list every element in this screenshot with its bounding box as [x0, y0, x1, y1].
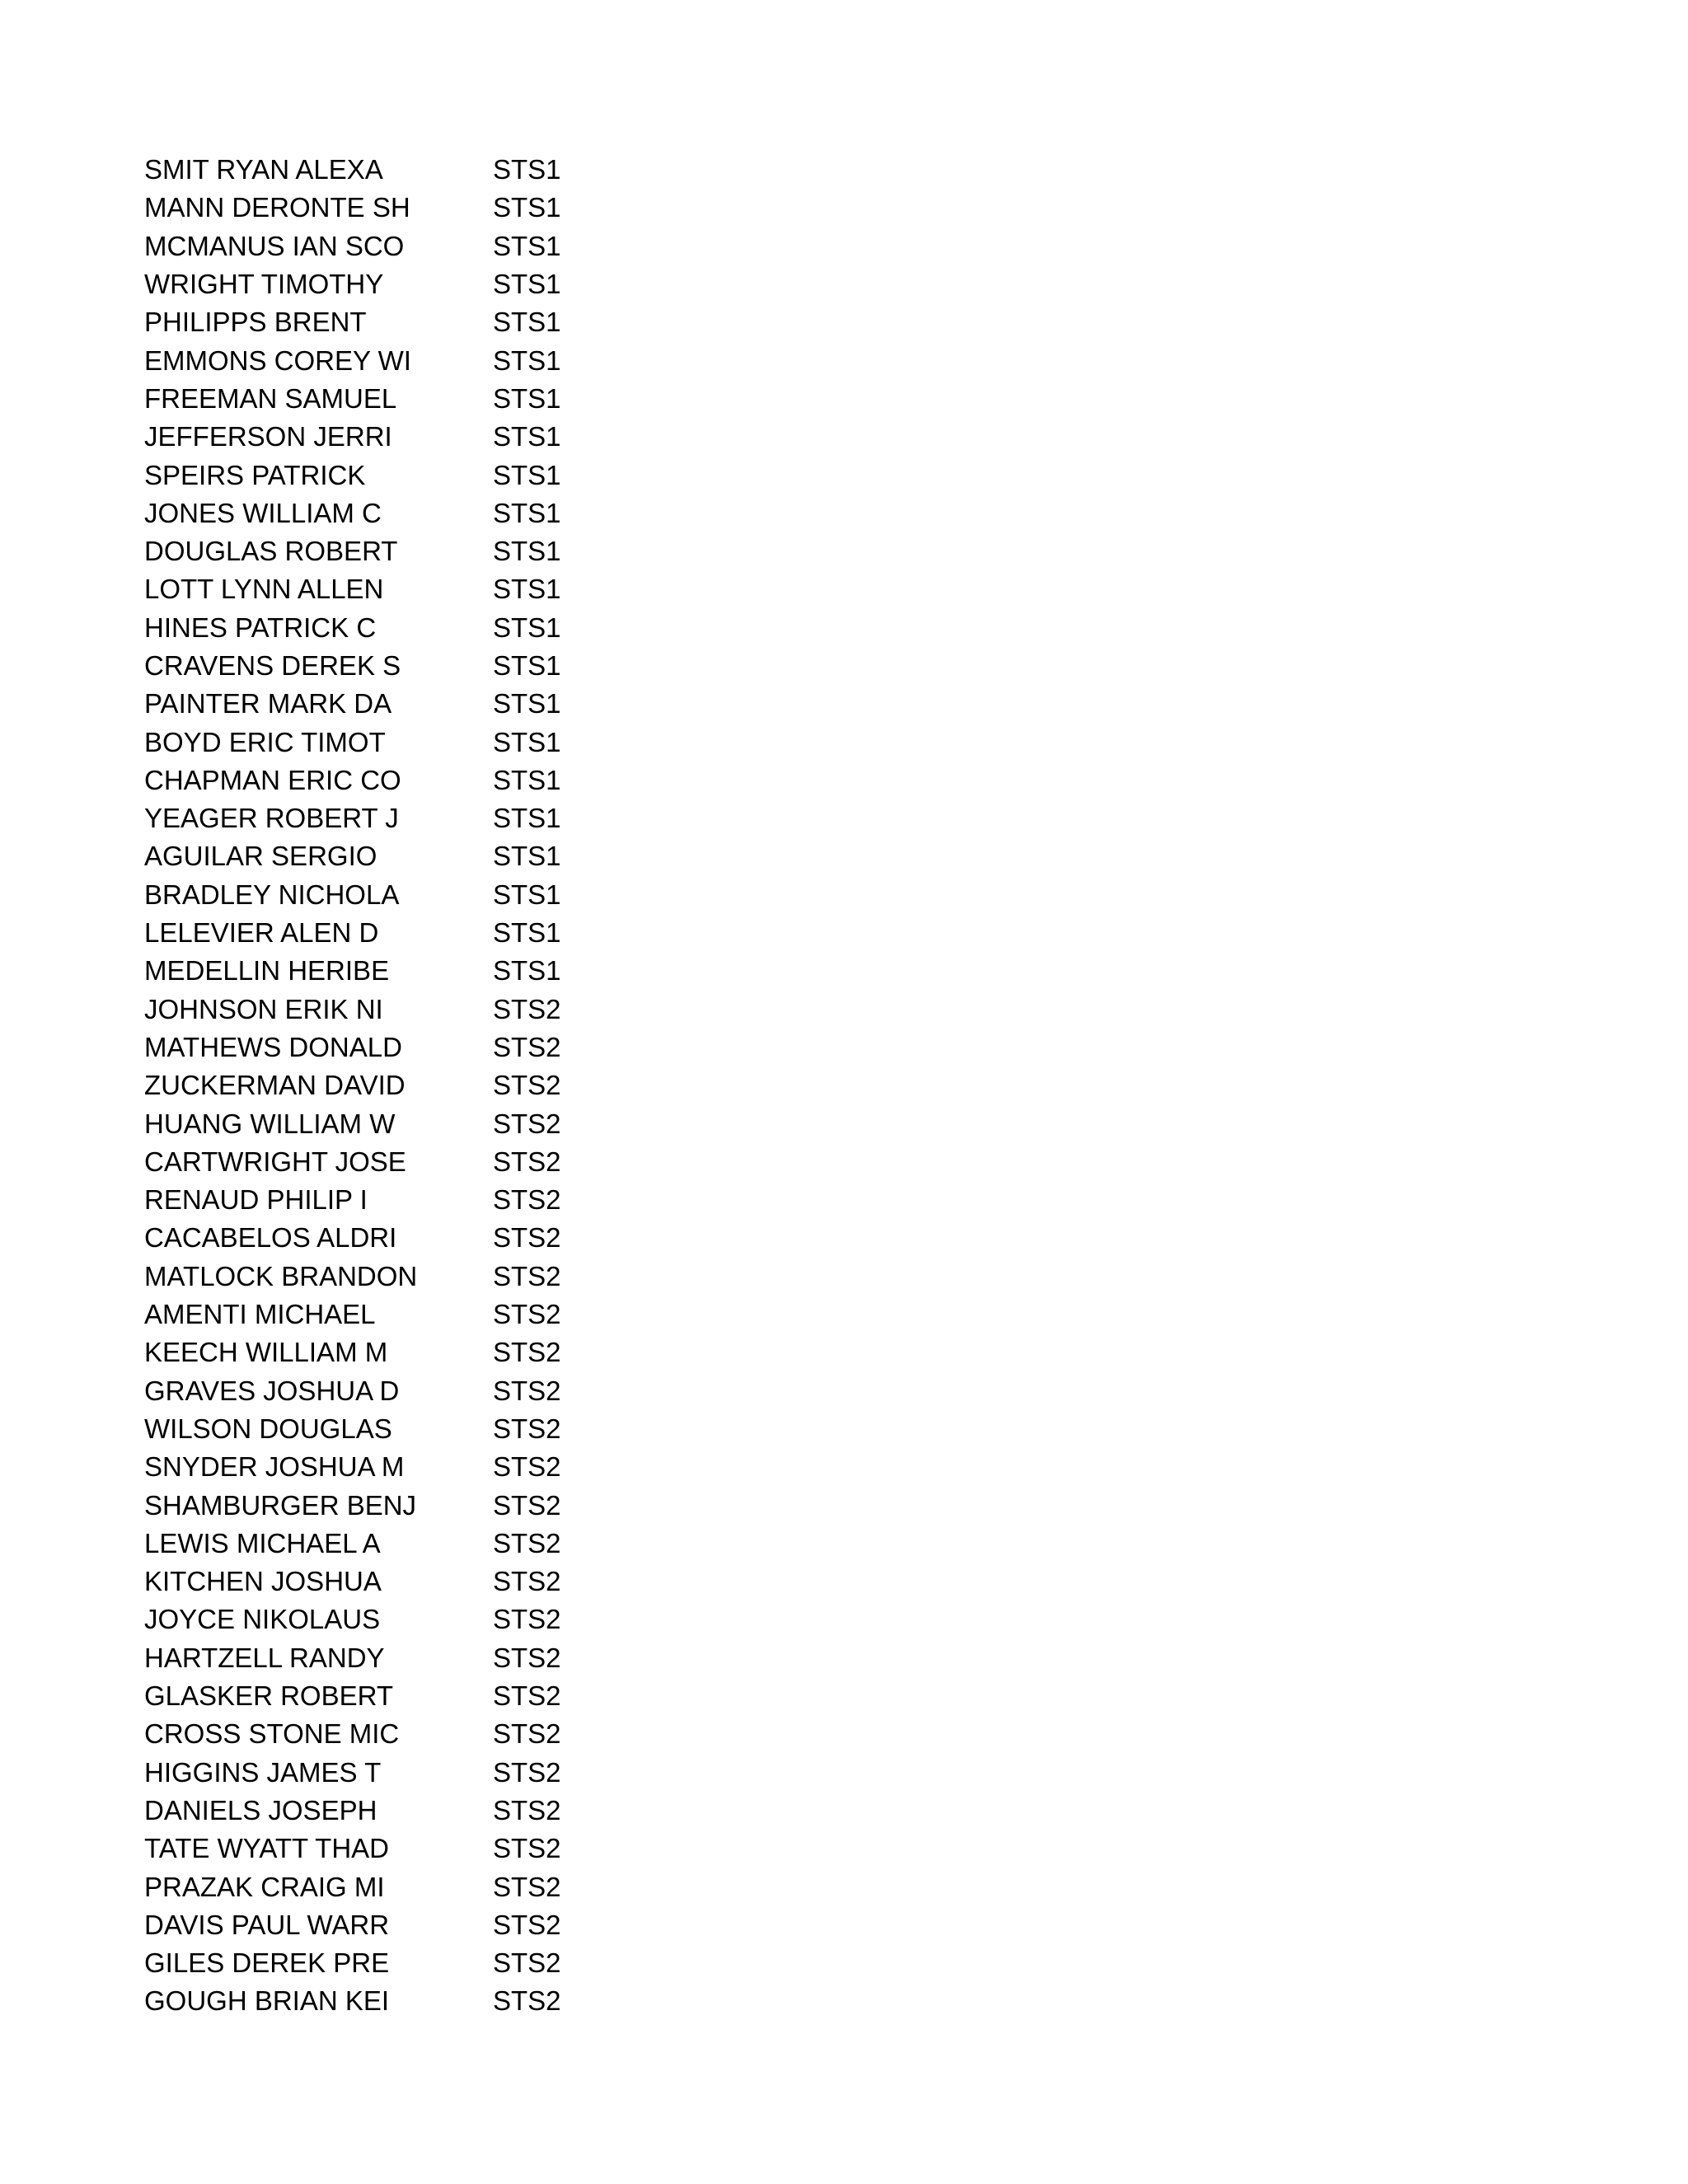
- row-code: STS2: [493, 1222, 561, 1254]
- table-row: [144, 570, 639, 608]
- table-row: [144, 723, 639, 761]
- table-row: [144, 685, 639, 723]
- table-row: [144, 1525, 639, 1563]
- row-code: STS2: [493, 1794, 561, 1825]
- row-code: STS1: [493, 841, 561, 872]
- row-code: STS2: [493, 1337, 561, 1368]
- row-name: RENAUD PHILIP I: [144, 1184, 368, 1216]
- row-name: MATLOCK BRANDON: [144, 1260, 418, 1291]
- row-code: STS1: [493, 497, 561, 528]
- table-row: [144, 762, 639, 799]
- row-name: ZUCKERMAN DAVID: [144, 1070, 406, 1101]
- table-row: [144, 418, 639, 456]
- row-name: CROSS STONE MIC: [144, 1718, 400, 1750]
- row-code: STS2: [493, 1833, 561, 1864]
- row-code: STS2: [493, 1985, 561, 2017]
- row-name: GOUGH BRIAN KEI: [144, 1985, 390, 2017]
- row-code: STS2: [493, 1413, 561, 1444]
- row-name: SNYDER JOSHUA M: [144, 1451, 405, 1483]
- table-row: [144, 265, 639, 303]
- row-code: STS2: [493, 1260, 561, 1291]
- row-code: STS1: [493, 421, 561, 452]
- row-name: DOUGLAS ROBERT: [144, 536, 398, 567]
- table-row: [144, 914, 639, 952]
- table-row: [144, 1143, 639, 1181]
- table-row: [144, 1333, 639, 1371]
- row-name: PRAZAK CRAIG MI: [144, 1871, 385, 1902]
- row-name: JEFFERSON JERRI: [144, 421, 392, 452]
- row-name: WILSON DOUGLAS: [144, 1413, 392, 1444]
- table-row: [144, 609, 639, 647]
- row-code: STS2: [493, 1604, 561, 1635]
- row-name: CARTWRIGHT JOSE: [144, 1146, 406, 1177]
- row-name: GRAVES JOSHUA D: [144, 1375, 400, 1406]
- row-code: STS2: [493, 1451, 561, 1483]
- table-row: [144, 837, 639, 875]
- row-code: STS1: [493, 688, 561, 719]
- table-row: [144, 1486, 639, 1524]
- row-name: SMIT RYAN ALEXA: [144, 154, 383, 185]
- table-row: [144, 1563, 639, 1601]
- table-row: [144, 799, 639, 837]
- row-code: STS2: [493, 1527, 561, 1558]
- row-name: DAVIS PAUL WARR: [144, 1909, 390, 1940]
- table-row: [144, 1906, 639, 1944]
- row-name: PHILIPPS BRENT: [144, 307, 367, 338]
- row-code: STS2: [493, 1184, 561, 1216]
- table-row: [144, 1066, 639, 1104]
- row-code: STS2: [493, 1642, 561, 1673]
- row-name: MANN DERONTE SH: [144, 192, 410, 223]
- row-name: HINES PATRICK C: [144, 612, 377, 643]
- row-code: STS1: [493, 192, 561, 223]
- row-code: STS1: [493, 307, 561, 338]
- row-code: STS1: [493, 574, 561, 605]
- row-code: STS2: [493, 1680, 561, 1712]
- row-name: AGUILAR SERGIO: [144, 841, 377, 872]
- table-row: [144, 1029, 639, 1066]
- table-row: [144, 952, 639, 990]
- table-row: [144, 189, 639, 227]
- row-name: MEDELLIN HERIBE: [144, 955, 390, 987]
- table-row: [144, 341, 639, 379]
- row-name: DANIELS JOSEPH: [144, 1794, 377, 1825]
- row-name: BOYD ERIC TIMOT: [144, 726, 386, 757]
- table-row: [144, 1639, 639, 1677]
- table-row: [144, 876, 639, 914]
- row-code: STS2: [493, 1070, 561, 1101]
- row-name: LOTT LYNN ALLEN: [144, 574, 384, 605]
- table-row: [144, 303, 639, 341]
- table-row: [144, 1715, 639, 1753]
- row-code: STS1: [493, 536, 561, 567]
- row-name: MCMANUS IAN SCO: [144, 230, 405, 261]
- table-row: [144, 1181, 639, 1219]
- row-code: STS2: [493, 1299, 561, 1330]
- table-row: [144, 1830, 639, 1868]
- table-row: [144, 1944, 639, 1982]
- row-name: YEAGER ROBERT J: [144, 803, 399, 834]
- row-name: LEWIS MICHAEL A: [144, 1527, 381, 1558]
- row-code: STS2: [493, 1871, 561, 1902]
- row-code: STS1: [493, 879, 561, 910]
- row-name: SPEIRS PATRICK: [144, 459, 366, 490]
- row-name: KITCHEN JOSHUA: [144, 1566, 382, 1597]
- row-code: STS1: [493, 955, 561, 987]
- row-code: STS2: [493, 993, 561, 1024]
- row-code: STS1: [493, 764, 561, 795]
- table-row: [144, 991, 639, 1029]
- row-code: STS1: [493, 269, 561, 300]
- table-row: [144, 1792, 639, 1830]
- row-name: JONES WILLIAM C: [144, 497, 382, 528]
- row-name: JOYCE NIKOLAUS: [144, 1604, 381, 1635]
- table-row: [144, 1753, 639, 1791]
- row-name: KEECH WILLIAM M: [144, 1337, 388, 1368]
- row-name: EMMONS COREY WI: [144, 344, 411, 376]
- row-code: STS2: [493, 1909, 561, 1940]
- roster-list: [144, 151, 639, 2021]
- table-row: [144, 1982, 639, 2020]
- row-name: PAINTER MARK DA: [144, 688, 392, 719]
- table-row: [144, 532, 639, 570]
- row-name: BRADLEY NICHOLA: [144, 879, 400, 910]
- row-code: STS2: [493, 1375, 561, 1406]
- table-row: [144, 1601, 639, 1638]
- row-code: STS1: [493, 726, 561, 757]
- table-row: [144, 456, 639, 494]
- table-row: [144, 647, 639, 685]
- table-row: [144, 1677, 639, 1715]
- row-name: GLASKER ROBERT: [144, 1680, 393, 1712]
- row-code: STS1: [493, 650, 561, 681]
- row-code: STS1: [493, 230, 561, 261]
- row-code: STS2: [493, 1108, 561, 1139]
- row-code: STS2: [493, 1566, 561, 1597]
- table-row: [144, 1448, 639, 1486]
- table-row: [144, 1410, 639, 1448]
- row-name: CACABELOS ALDRI: [144, 1222, 397, 1254]
- table-row: [144, 1219, 639, 1257]
- row-name: HUANG WILLIAM W: [144, 1108, 396, 1139]
- row-code: STS1: [493, 382, 561, 414]
- row-name: TATE WYATT THAD: [144, 1833, 389, 1864]
- row-code: STS1: [493, 459, 561, 490]
- row-name: LELEVIER ALEN D: [144, 917, 379, 949]
- row-code: STS2: [493, 1718, 561, 1750]
- row-name: MATHEWS DONALD: [144, 1031, 402, 1062]
- row-name: HARTZELL RANDY: [144, 1642, 385, 1673]
- row-code: STS1: [493, 154, 561, 185]
- row-code: STS1: [493, 344, 561, 376]
- row-name: SHAMBURGER BENJ: [144, 1489, 417, 1521]
- row-name: CRAVENS DEREK S: [144, 650, 401, 681]
- row-code: STS1: [493, 612, 561, 643]
- table-row: [144, 1372, 639, 1410]
- table-row: [144, 494, 639, 532]
- table-row: [144, 1868, 639, 1905]
- row-code: STS2: [493, 1489, 561, 1521]
- row-code: STS2: [493, 1031, 561, 1062]
- row-name: JOHNSON ERIK NI: [144, 993, 383, 1024]
- table-row: [144, 227, 639, 265]
- row-name: AMENTI MICHAEL: [144, 1299, 376, 1330]
- table-row: [144, 1104, 639, 1142]
- row-name: GILES DEREK PRE: [144, 1947, 390, 1979]
- row-code: STS1: [493, 917, 561, 949]
- row-code: STS2: [493, 1756, 561, 1788]
- table-row: [144, 380, 639, 418]
- row-code: STS2: [493, 1146, 561, 1177]
- table-row: [144, 1296, 639, 1333]
- row-name: FREEMAN SAMUEL: [144, 382, 397, 414]
- table-row: [144, 151, 639, 189]
- row-code: STS2: [493, 1947, 561, 1979]
- row-code: STS1: [493, 803, 561, 834]
- table-row: [144, 1258, 639, 1296]
- row-name: HIGGINS JAMES T: [144, 1756, 382, 1788]
- row-name: CHAPMAN ERIC CO: [144, 764, 401, 795]
- row-name: WRIGHT TIMOTHY: [144, 269, 384, 300]
